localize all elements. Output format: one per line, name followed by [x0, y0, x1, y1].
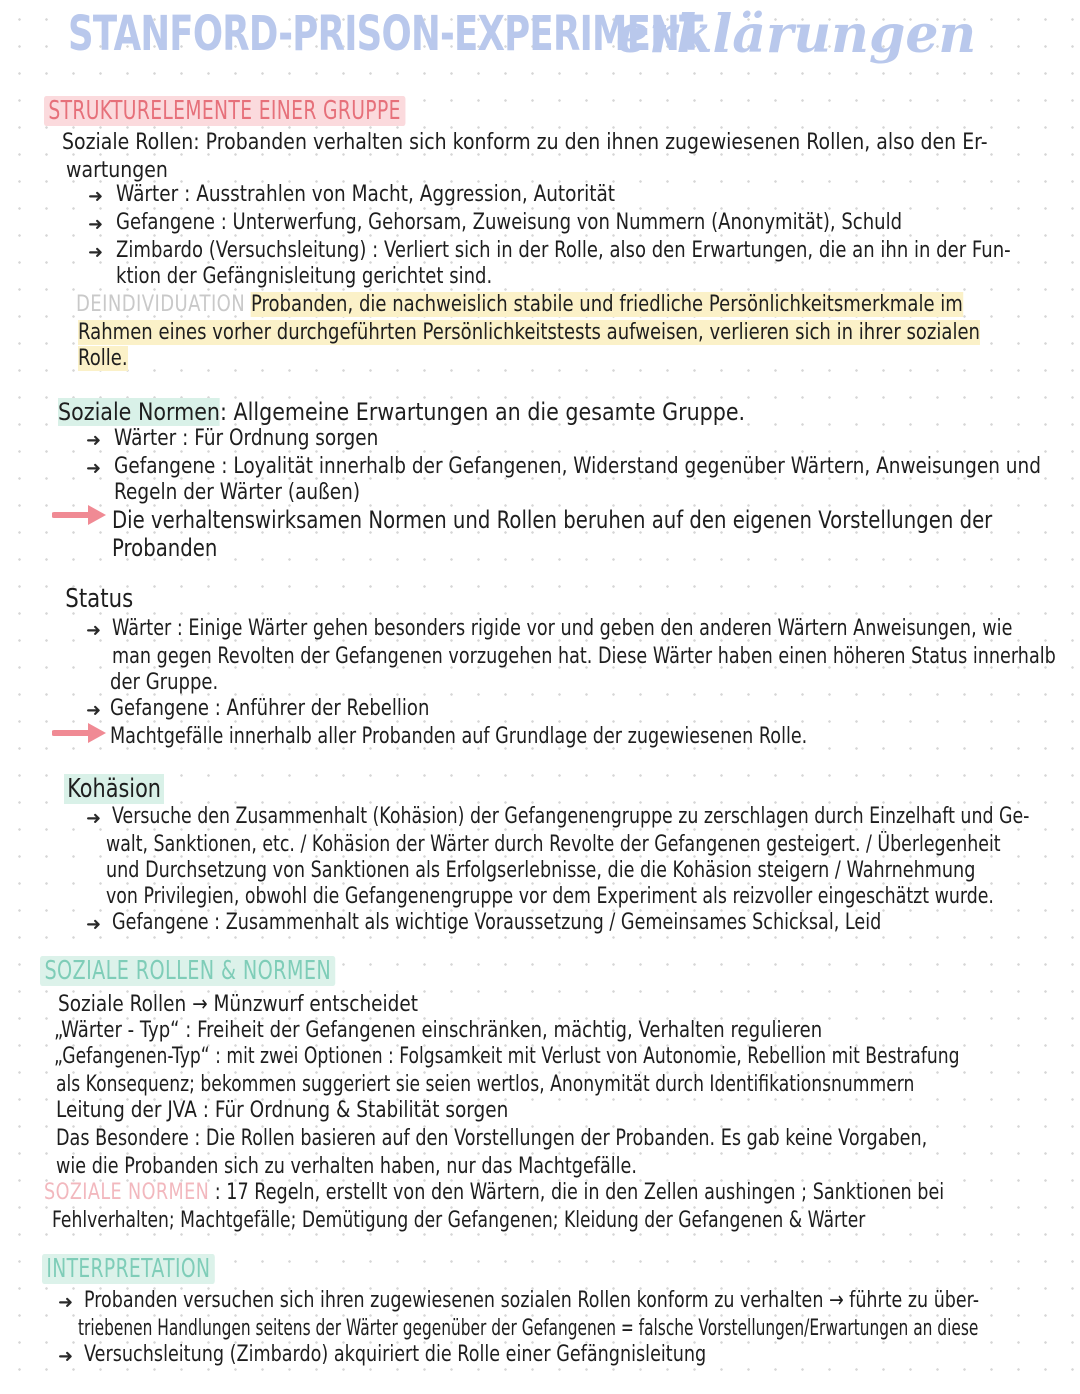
interpretation-bullet-1: Probanden versuchen sich ihren zugewiesenen sozialen Rollen konform zu verhalten → führte zu über-	[84, 1288, 980, 1313]
soziale-normen-text: : 17 Regeln, erstellt von den Wärtern, die in den Zellen aushingen ; Sanktionen bei	[214, 1180, 945, 1205]
pink-arrow-icon	[52, 504, 108, 526]
normen-conclusion-cont: Probanden	[112, 534, 218, 562]
kohaesion-bullet-1-cont: walt, Sanktionen, etc. / Kohäsion der Wärter durch Revolte der Gefangenen gesteigert. / Überlegenheit	[106, 832, 1001, 857]
section-heading-interpretation: INTERPRETATION	[42, 1254, 215, 1284]
status-bullet-waerter-cont: man gegen Revolten der Gefangenen vorzugehen hat. Diese Wärter haben einen höheren Status innerhalb	[112, 644, 1056, 669]
normen-definition: : Allgemeine Erwartungen an die gesamte Gruppe.	[220, 398, 746, 426]
rollen-normen-line-3-cont: als Konsequenz; bekommen suggeriert sie seien wertlos, Anonymität durch Identifikationsnummern	[56, 1072, 915, 1097]
kohaesion-bullet-1-cont2: und Durchsetzung von Sanktionen als Erfolgserlebnisse, die die Kohäsion steigern / Wahrnehmung	[106, 858, 976, 883]
arrow-bullet-icon: ➜	[86, 430, 102, 451]
rollen-normen-line-5-cont: wie die Probanden sich zu verhalten haben, nur das Machtgefälle.	[56, 1154, 637, 1179]
status-bullet-waerter-cont2: der Gruppe.	[110, 670, 219, 695]
status-term: Status	[65, 584, 134, 614]
interpretation-bullet-2: Versuchsleitung (Zimbardo) akquiriert die Rolle einer Gefängnisleitung	[84, 1342, 707, 1367]
rollen-normen-line-5: Das Besondere : Die Rollen basieren auf den Vorstellungen der Probanden. Es gab keine Vorgaben,	[56, 1126, 928, 1151]
status-bullet-waerter: Wärter : Einige Wärter gehen besonders rigide vor und geben den anderen Wärtern Anweisungen, wie	[112, 616, 1013, 641]
rollen-definition: : Probanden verhalten sich konform zu den ihnen zugewiesenen Rollen, also den Er-	[193, 130, 988, 155]
interpretation-bullet-1-cont: triebenen Handlungen seitens der Wärter gegenüber der Gefangenen = falsche Vorstellungen/Erwartungen an diese	[78, 1316, 979, 1341]
rollen-normen-line-3: „Gefangenen-Typ“ : mit zwei Optionen : Folgsamkeit mit Verlust von Autonomie, Rebellion mit Bestrafung	[54, 1044, 960, 1069]
title-main: STANFORD-PRISON-EXPERIMENT	[68, 6, 703, 62]
arrow-bullet-icon: ➜	[88, 214, 104, 235]
deindividuation-line-3: Rolle.	[78, 346, 128, 371]
normen-line-1	[58, 400, 745, 424]
normen-term: Soziale Normen	[58, 398, 221, 426]
arrow-bullet-icon: ➜	[86, 808, 102, 829]
normen-conclusion: Die verhaltenswirksamen Normen und Rollen beruhen auf den eigenen Vorstellungen der	[112, 506, 993, 534]
normen-bullet-gefangene-cont: Regeln der Wärter (außen)	[114, 480, 361, 505]
rollen-normen-line-1: Soziale Rollen → Münzwurf entscheidet	[58, 992, 419, 1017]
arrow-bullet-icon: ➜	[58, 1346, 74, 1367]
arrow-bullet-icon: ➜	[88, 242, 104, 263]
status-conclusion: Machtgefälle innerhalb aller Probanden auf Grundlage der zugewiesenen Rolle.	[110, 724, 808, 749]
kohaesion-bullet-1: Versuche den Zusammenhalt (Kohäsion) der Gefangenengruppe zu zerschlagen durch Einzelhaft und Ge-	[112, 804, 1030, 829]
rollen-normen-line-4: Leitung der JVA : Für Ordnung & Stabilität sorgen	[56, 1098, 509, 1123]
normen-bullet-gefangene: Gefangene : Loyalität innerhalb der Gefangenen, Widerstand gegenüber Wärtern, Anweisungen und	[114, 454, 1041, 479]
rollen-term: Soziale Rollen	[62, 130, 194, 155]
deindividuation-line-2: Rahmen eines vorher durchgeführten Persönlichkeitstests aufweisen, verlieren sich in ihrer sozialen	[78, 320, 980, 345]
status-bullet-gefangene: Gefangene : Anführer der Rebellion	[110, 696, 430, 721]
title-script: erklärungen	[616, 4, 977, 65]
rollen-normen-line-2: „Wärter - Typ“ : Freiheit der Gefangenen einschränken, mächtig, Verhalten regulieren	[54, 1018, 823, 1043]
arrow-bullet-icon: ➜	[88, 186, 104, 207]
arrow-bullet-icon: ➜	[86, 700, 102, 721]
deindividuation-line-1	[76, 294, 963, 316]
section-heading-rollen-normen: SOZIALE ROLLEN & NORMEN	[40, 956, 336, 986]
rollen-bullet-waerter: Wärter : Ausstrahlen von Macht, Aggression, Autorität	[116, 182, 616, 207]
deindividuation-text-a: Probanden, die nachweislich stabile und friedliche Persönlichkeitsmerkmale im	[250, 292, 963, 317]
arrow-bullet-icon: ➜	[58, 1292, 74, 1313]
pink-arrow-icon	[52, 722, 108, 744]
deindividuation-label: DEINDIVIDUATION	[76, 292, 246, 317]
normen-bullet-waerter: Wärter : Für Ordnung sorgen	[114, 426, 379, 451]
rollen-normen-line-6	[44, 1182, 944, 1204]
kohaesion-bullet-2: Gefangene : Zusammenhalt als wichtige Voraussetzung / Gemeinsames Schicksal, Leid	[112, 910, 882, 935]
rollen-line-1	[62, 132, 988, 154]
rollen-bullet-gefangene: Gefangene : Unterwerfung, Gehorsam, Zuweisung von Nummern (Anonymität), Schuld	[116, 210, 903, 235]
rollen-bullet-zimbardo: Zimbardo (Versuchsleitung) : Verliert sich in der Rolle, also den Erwartungen, die an ihn in der Fun-	[116, 238, 1011, 263]
section-heading-strukturelemente: STRUKTURELEMENTE EINER GRUPPE	[44, 96, 405, 126]
kohaesion-term: Kohäsion	[64, 774, 164, 804]
arrow-bullet-icon: ➜	[86, 458, 102, 479]
kohaesion-bullet-1-cont3: von Privilegien, obwohl die Gefangenengruppe vor dem Experiment als reizvoller eingeschätzt wurde.	[106, 884, 994, 909]
soziale-normen-label: SOZIALE NORMEN	[44, 1180, 210, 1205]
rollen-line-2: wartungen	[66, 158, 168, 183]
rollen-normen-line-6-cont: Fehlverhalten; Machtgefälle; Demütigung der Gefangenen; Kleidung der Gefangenen & Wärter	[52, 1208, 866, 1233]
arrow-bullet-icon: ➜	[86, 914, 102, 935]
rollen-bullet-zimbardo-cont: ktion der Gefängnisleitung gerichtet sind.	[116, 264, 493, 289]
arrow-bullet-icon: ➜	[86, 620, 102, 641]
